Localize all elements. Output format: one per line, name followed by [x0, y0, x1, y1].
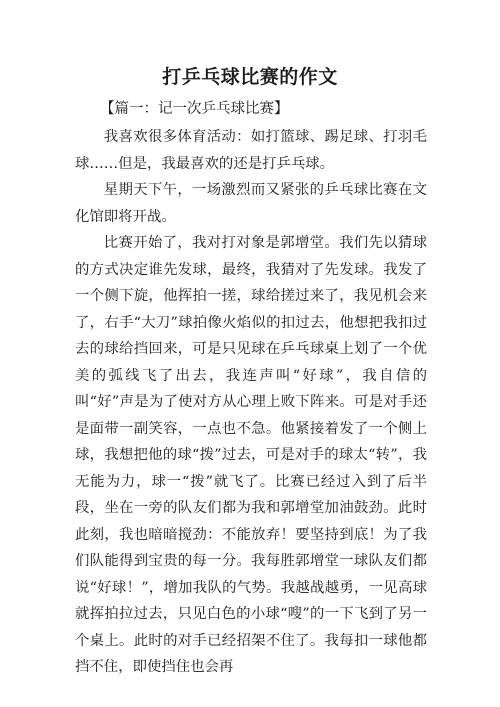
document-body: [75, 124, 427, 681]
document-title: 打乒乓球比赛的作文: [162, 66, 338, 88]
paragraph-intro: 我喜欢很多体育活动：如打篮球、踢足球、打羽毛球……但是，我最喜欢的还是打乒乓球。: [75, 129, 427, 172]
section-heading: 【篇一：记一次乒乓球比赛】: [100, 101, 289, 117]
paragraph-setting: 星期天下午，一场激烈而又紧张的乒乓球比赛在文化馆即将开战。: [75, 182, 427, 225]
paragraph-match: 比赛开始了，我对打对象是郭增堂。我们先以猜球的方式决定谁先发球，最终，我猜对了先发球。我发了一个侧下旋，他挥拍一搓，球给搓过来了，我见机会来了，右手“大刀”球拍像火焰似的扣过去，他想把我扣过去的球给挡回来，可是只见球在乒乓球桌上划了一个优美的弧线飞了出去，我连声叫“好球”，我自信的叫“好”声是为了使对方从心理上败下阵来。可是对手还是面带一副笑容，一点也不急。他紧接着发了一个侧上球，我想把他的球“拨”过去，可是对手的球太“转”，我无能为力，球一“拨”就飞了。比赛已经过入到了后半段，坐在一旁的队友们都为我和郭增堂加油鼓劲。此时此刻，我也暗暗搅劲：不能放弃！要坚持到底！为了我们队能得到宝贵的每一分。我每胜郭增堂一球队友们都说“好球！”，增加我队的气势。我越战越勇，一见高球就挥拍拉过去，只见白色的小球“嗖”的一下飞到了另一个桌上。此时的对手已经招架不住了。我每扣一球他都挡不住，即使挡住也会再: [75, 235, 427, 675]
